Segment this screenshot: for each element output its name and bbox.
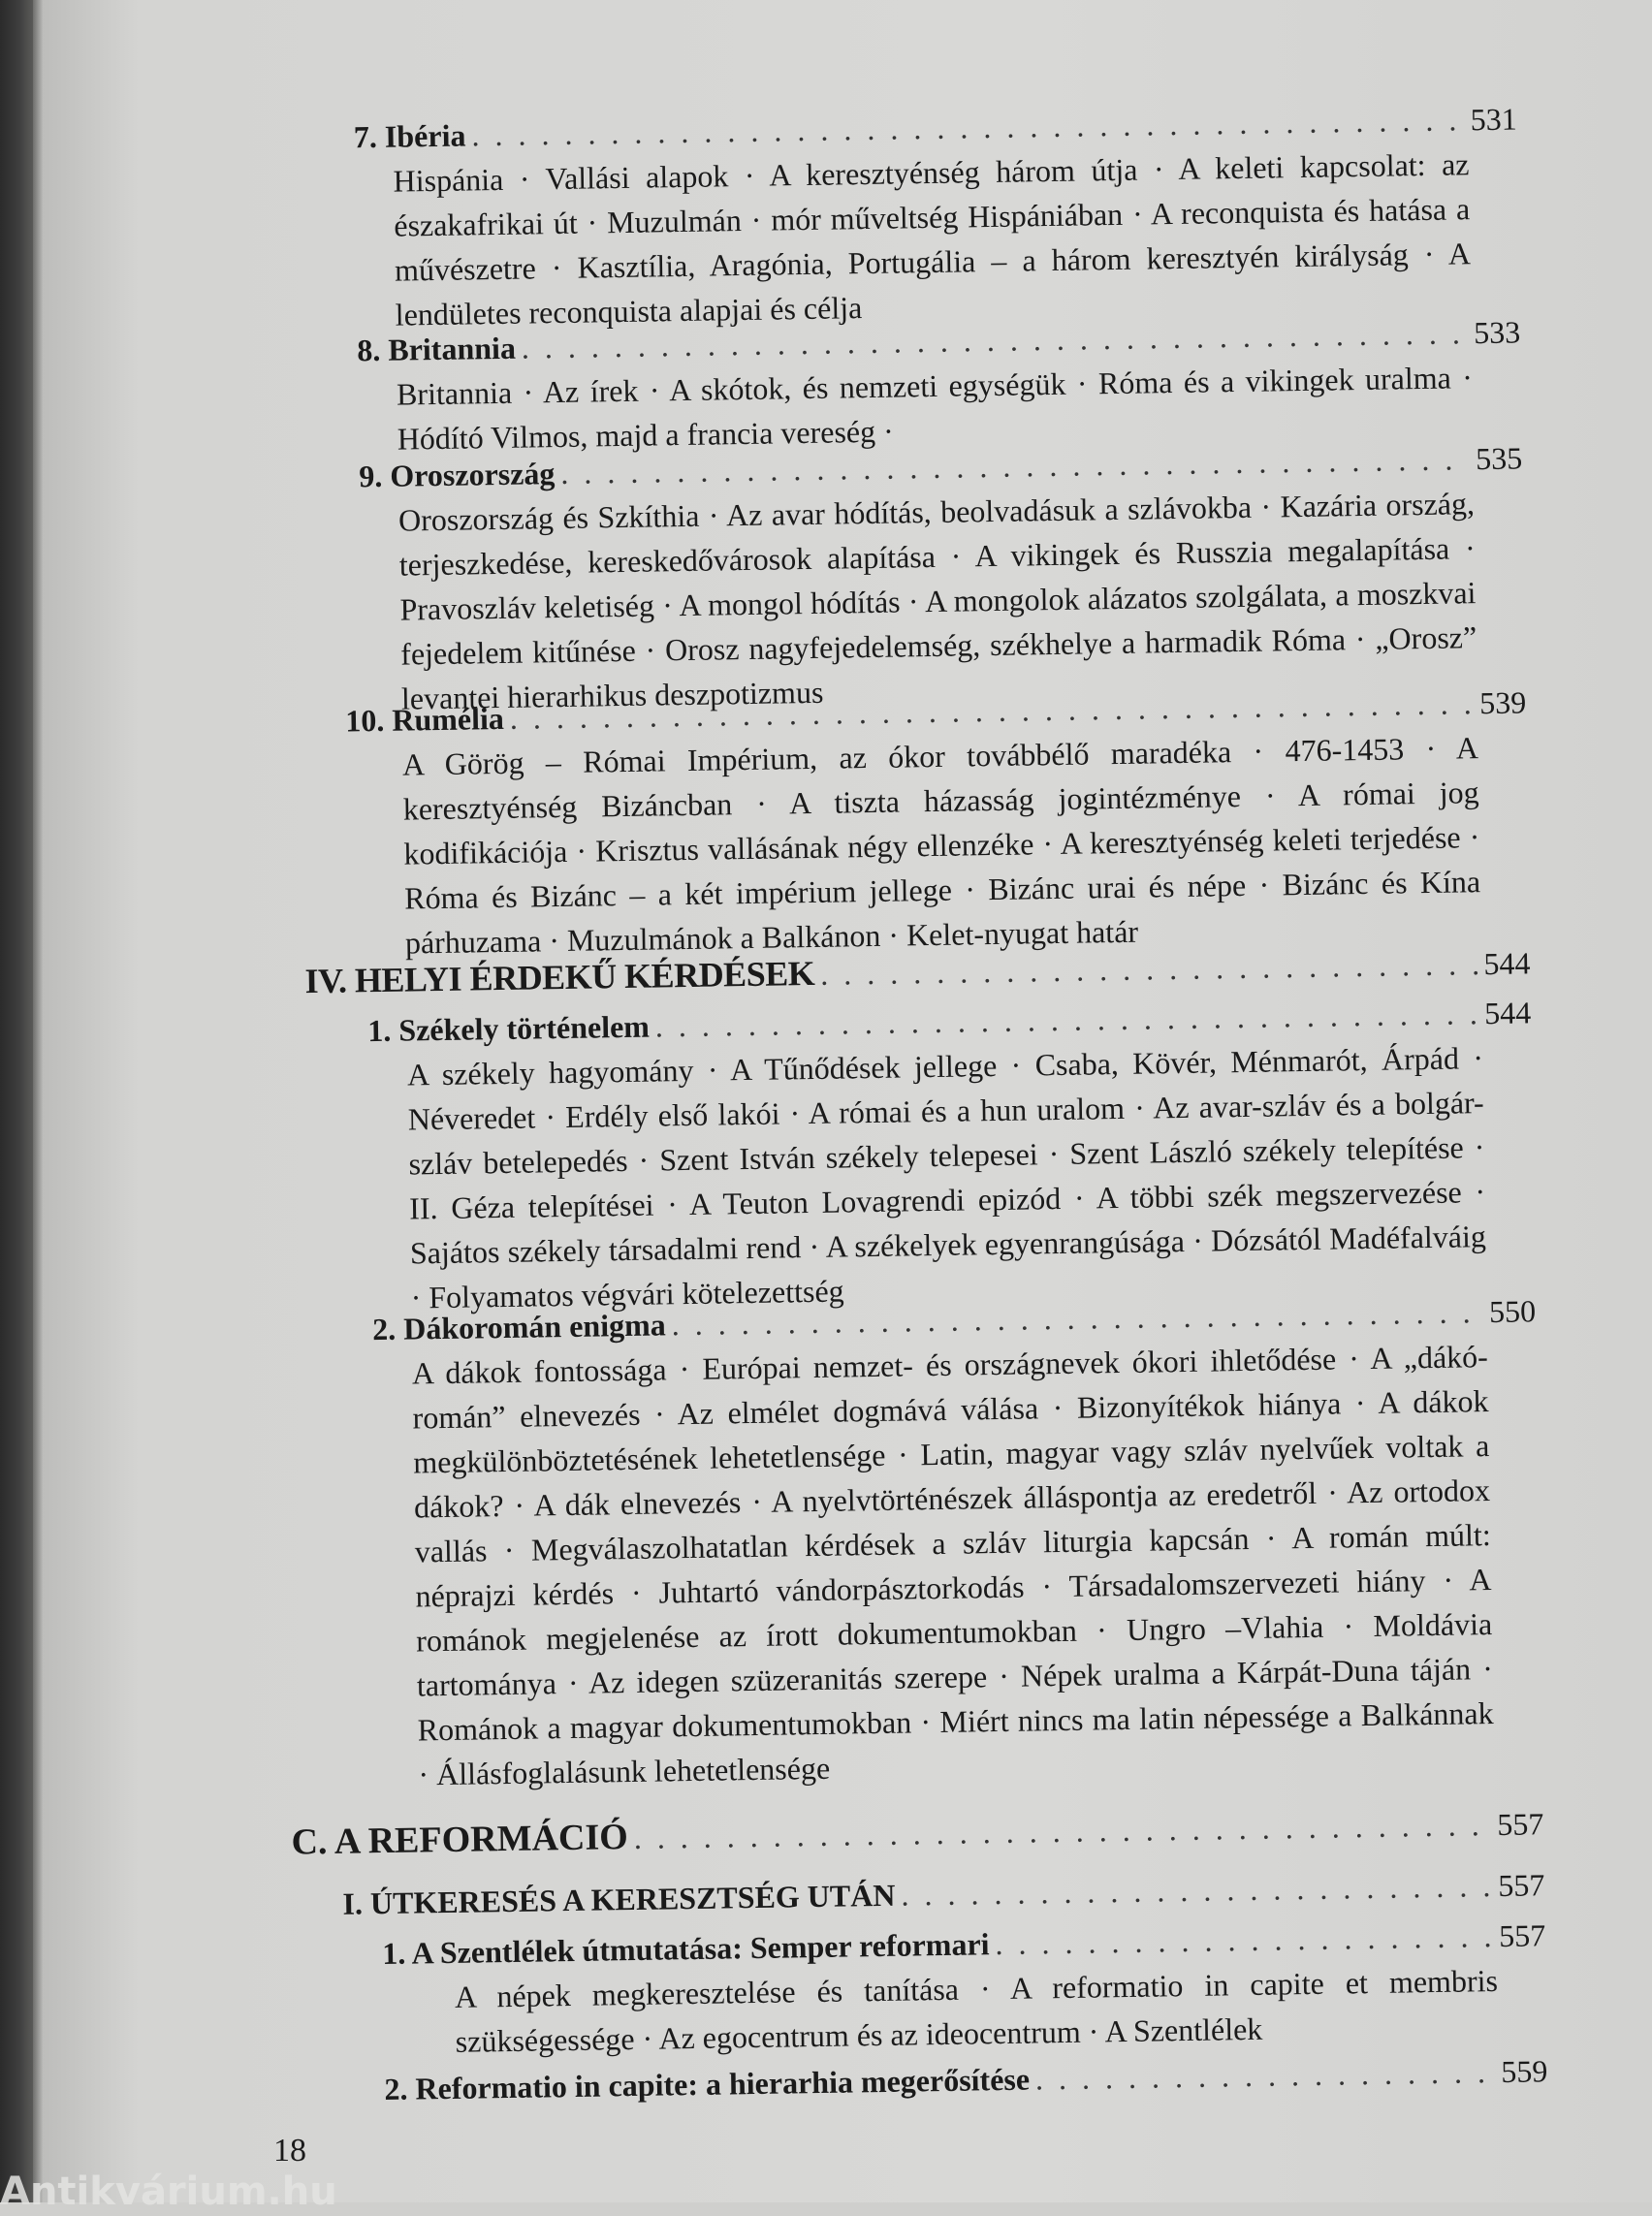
toc-entry — [359, 435, 1526, 721]
toc-entry-page: 557 — [1498, 1917, 1546, 1953]
toc-entry — [345, 680, 1530, 966]
toc-entry-description: A dákok fontossága · Európai nemzet- és országnevek ókori ihletődése · A „dákó-román” elnevezés · Az elmélet dogmává válása · Bizonyítékok hiánya · A dákok megkülönböztetésének lehetetlensége · Latin, magyar vagy szláv nyelvűek voltak a dákok? · A dák elnevezés · A nyelvtörténészek álláspontja az eredetről · Az ortodox vallás · Megválaszolhatatlan kérdések a szláv liturgia kapcsán · A román múlt: néprajzi kérdés · Juhtartó vándorpásztorkodás · Társadalomszervezeti hiány · A románok megjelenése az írott dokumentumokban · Ungro –Vlahia · Moldávia tartománya · Az idegen szüzeranitás szerepe · Népek uralma a Kárpát-Duna táján · Románok a magyar dokumentumokban · Miért nincs ma latin népessége a Balkánnak · Állásfoglalásunk lehetetlensége — [411, 1339, 1494, 1792]
toc-entry-title: 8. Britannia — [357, 330, 517, 368]
toc-entry-title: IV. HELYI ÉRDEKŰ KÉRDÉSEK — [304, 953, 815, 1001]
toc-entry-page: 539 — [1478, 684, 1527, 721]
leader-dots — [633, 1802, 1491, 1860]
toc-entry-page: 544 — [1483, 995, 1532, 1031]
toc-entry — [372, 1288, 1543, 1797]
toc-entry-page: 557 — [1497, 1806, 1544, 1842]
toc-entry-title: 2. Reformatio in capite: a hierarhia megerősítése — [384, 2061, 1031, 2107]
leader-dots — [995, 1914, 1493, 1966]
toc-entry-title: I. ÚTKERESÉS A KERESZTSÉG UTÁN — [342, 1877, 896, 1921]
toc-entry — [382, 1913, 1547, 2065]
toc-entry-description: A székely hagyomány · A Tűnődések jellege · Csaba, Kövér, Ménmarót, Árpád · Néveredet · Erdély első lakói · A római és a hun uralom · Az avar-szláv és a bolgár-szláv betelepedés · Szent István székely telepesei · Szent László székely telepítése · II. Géza telepítései · A Teuton Lovagrendi epizód · A többi szék megszervezése · Sajátos székely társadalmi rend · A székelyek egyenrangúsága · Dózsától Madéfalváig · Folyamatos végvári kötelezettség — [406, 1040, 1487, 1315]
toc-entry-title: 2. Dákoromán enigma — [371, 1307, 666, 1347]
leader-dots — [901, 1863, 1493, 1917]
toc-entry-title: 7. Ibéria — [353, 117, 466, 155]
toc-entry-description: Oroszország és Szkíthia · Az avar hódítás, beolvadásuk a szlávokba · Kazária ország, terjeszkedése, kereskedővárosok alapítása · A vikingek és Russzia megalapítása · Pravoszláv keletiség · A mongol hódítás · A mongolok alázatos szolgálata, a moszkvai fejedelem kitűnése · Orosz nagyfejedelemség, székhelye a harmadik Róma · „Orosz” levantei hierarhikus deszpotizmus — [397, 486, 1477, 716]
toc-entry — [354, 96, 1520, 337]
toc-entry — [367, 990, 1536, 1320]
toc-entry-description: Hispánia · Vallási alapok · A keresztyénség három útja · A keleti kapcsolat: az északafrikai út · Muzulmán · mór műveltség Hispániában · A reconquista és hatása a művészetre · Kasztília, Aragónia, Portugália – a három keresztyén királyság · A lendületes reconquista alapjai és célja — [393, 146, 1472, 332]
toc-entry-page: 535 — [1475, 440, 1523, 477]
toc-section-heading — [291, 1800, 1544, 1865]
toc-entry-title: 1. A Szentlélek útmutatása: Semper reformari — [382, 1926, 990, 1972]
watermark-logo: Antikvárium.hu — [0, 2169, 337, 2214]
toc-entry-description: A Görög – Római Impérium, az ókor továbbélő maradéka · 476-1453 · A keresztyénség Bizáncban · A tiszta házasság jogintézménye · A római jog kodifikációja · Krisztus vallásának négy ellenzéke · A keresztyénség keleti terjedése · Róma és Bizánc – a két impérium jellege · Bizánc urai és népe · Bizánc és Kína párhuzama · Muzulmánok a Balkánon · Kelet-nyugat határ — [401, 730, 1481, 961]
toc-entry-description: A népek megkeresztelése és tanítása · A reformatio in capite et membris szükségessége · Az egocentrum és az ideocentrum · A Szentlélek — [454, 1962, 1499, 2059]
toc-entry-page: 531 — [1470, 101, 1518, 138]
toc-entry-page: 544 — [1483, 945, 1531, 982]
toc-entry-title: 9. Oroszország — [359, 456, 556, 494]
toc-entry-page: 557 — [1498, 1867, 1545, 1903]
toc-entry-page: 559 — [1501, 2053, 1548, 2089]
toc-entry-description: Britannia · Az írek · A skótok, és nemzeti egységük · Róma és a vikingek uralma · Hódító Vilmos, majd a francia vereség · — [396, 360, 1474, 457]
toc-entry-page: 533 — [1473, 314, 1521, 351]
toc-entry-title: 1. Székely történelem — [367, 1008, 651, 1049]
toc-entry-title: 10. Rumélia — [345, 700, 505, 739]
leader-dots — [1035, 2049, 1496, 2101]
toc-entry-title: C. A REFORMÁCIÓ — [291, 1817, 629, 1863]
toc-entry-page: 550 — [1488, 1293, 1537, 1330]
page-number: 18 — [273, 2133, 306, 2169]
leader-dots — [820, 941, 1478, 997]
